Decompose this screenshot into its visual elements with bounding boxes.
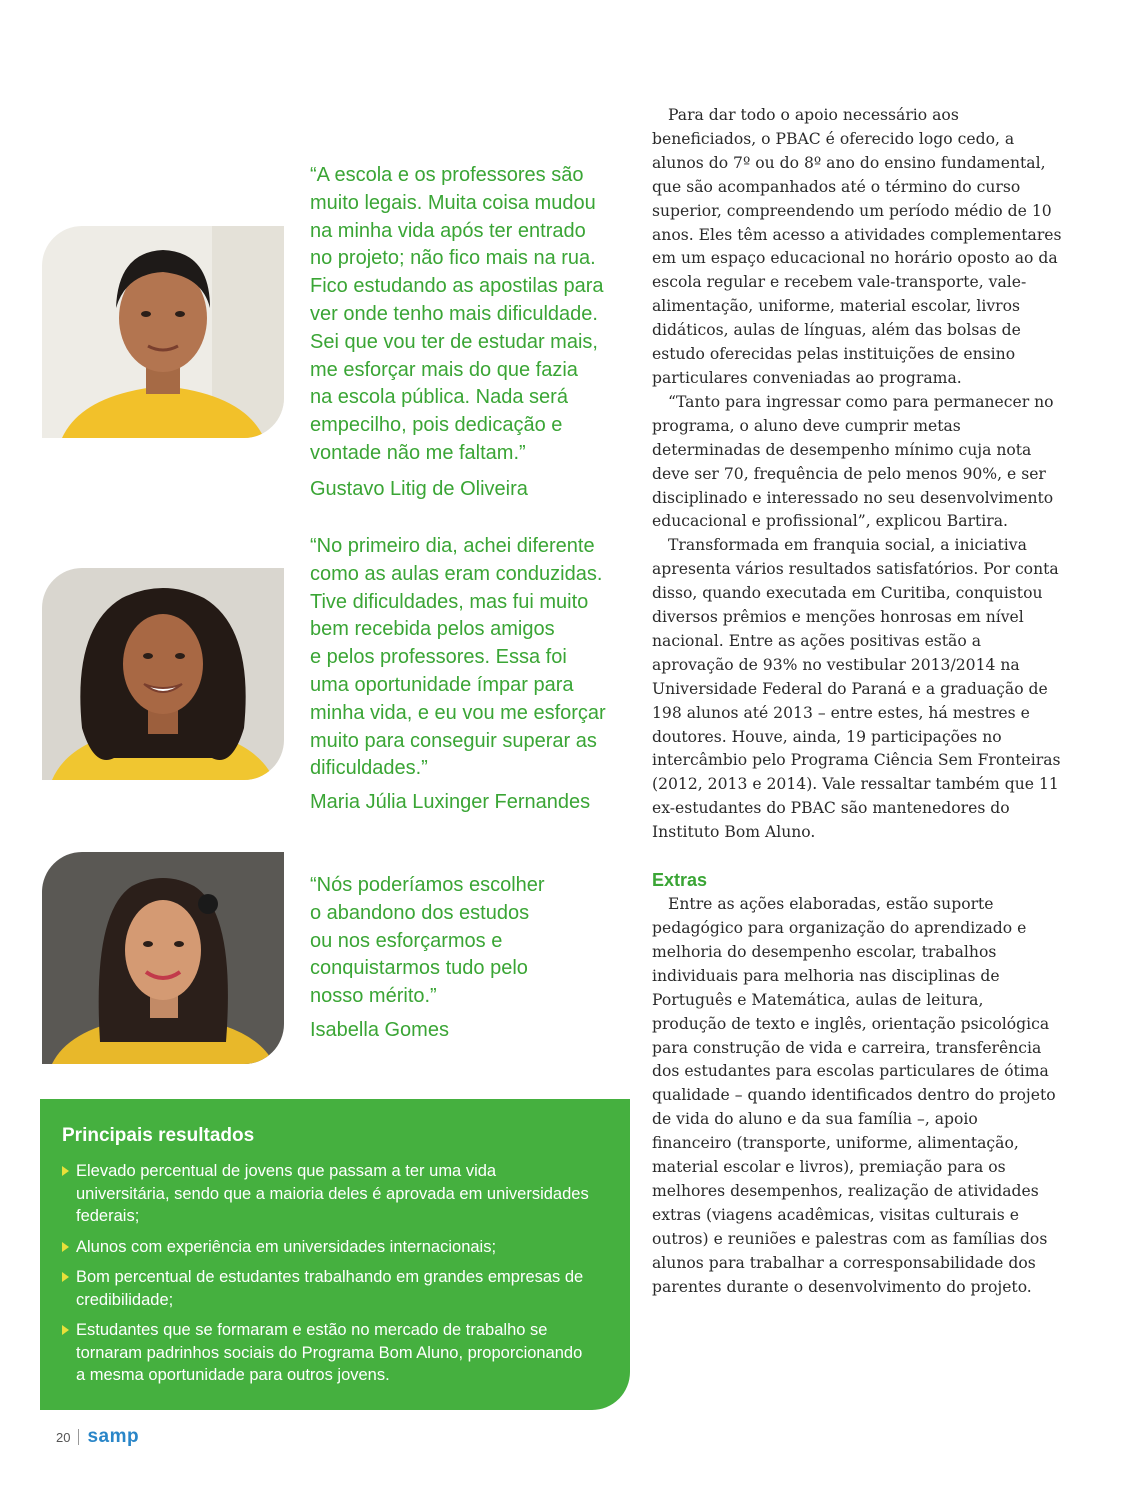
list-item [62, 1236, 594, 1259]
student-photo-maria [42, 568, 284, 780]
student-photo-gustavo [42, 226, 284, 438]
list-item [62, 1266, 594, 1311]
page-number: 20 [56, 1429, 71, 1445]
testimonial-author: Maria Júlia Luxinger Fernandes [310, 791, 591, 813]
testimonial-quote: “Nós poderíamos escolher o abandono dos estudos ou nos esforçarmos e conquistarmos tudo pelo nosso mérito.” [310, 874, 545, 1008]
list-item [62, 1319, 594, 1387]
page-footer [56, 1417, 139, 1457]
footer-divider [78, 1429, 79, 1445]
testimonial-quote: “No primeiro dia, achei diferente como as aulas eram conduzidas. Tive dificuldades, mas fui muito bem recebida pelos amigos e pelos professores. Essa foi uma oportunidade ímpar para minha vida, e eu vou me esforçar muito para conseguir superar as dificuldades.” [310, 535, 606, 780]
student-photo-isabella [42, 852, 284, 1064]
testimonial-author: Gustavo Litig de Oliveira [310, 478, 528, 500]
testimonial-author: Isabella Gomes [310, 1019, 449, 1041]
testimonial-quote: “A escola e os professores são muito legais. Muita coisa mudou na minha vida após ter entrado no projeto; não fico mais na rua. Fico estudando as apostilas para ver onde tenho mais dificuldade. Sei que vou ter de estudar mais, me esforçar mais do que fazia na escola pública. Nada será empecilho, pois dedicação e vontade não me faltam.” [310, 164, 604, 464]
triangle-bullet-icon [62, 1166, 69, 1176]
results-title: Principais resultados [62, 1125, 255, 1146]
results-list [62, 1160, 594, 1387]
article-paragraph: Para dar todo o apoio necessário aos beneficiados, o PBAC é oferecido logo cedo, a alunos do 7º ou do 8º ano do ensino fundamental, que são acompanhados até o término do curso superior, compreendendo um período médio de 10 anos. Eles têm acesso a atividades complementares em um espaço educacional no horário oposto ao da escola regular e recebem vale-transporte, vale-alimentação, uniforme, material escolar, livros didáticos, aulas de línguas, além das bolsas de estudo oferecidas pelas instituições de ensino particulares conveniadas ao programa. [652, 106, 1062, 387]
list-item [62, 1160, 594, 1228]
list-item-text: Estudantes que se formaram e estão no mercado de trabalho se tornaram padrinhos sociais do Programa Bom Aluno, proporcionando a mesma oportunidade para outros jovens. [76, 1321, 583, 1384]
article-body [652, 104, 1062, 1300]
triangle-bullet-icon [62, 1242, 69, 1252]
article-paragraph: “Tanto para ingressar como para permanecer no programa, o aluno deve cumprir metas determinadas de desempenho mínimo cuja nota deve ser 70, frequência de pelo menos 90%, e ser disciplinado e interessado no seu desenvolvimento educacional e profissional”, explicou Bartira. [652, 392, 1054, 531]
article-paragraph: Entre as ações elaboradas, estão suporte pedagógico para organização do aprendizado e melhoria do desempenho escolar, trabalhos individuais para melhoria nas disciplinas de Português e Matemática, aulas de leitura, produção de texto e inglês, orientação psicológica para construção de vida e carreira, transferência dos estudantes para escolas particulares de ótima qualidade – quando identificados dentro do projeto de vida do aluno e da sua família –, apoio financeiro (transporte, uniforme, alimentação, material escolar e livros), premiação para os melhores desempenhos, realização de atividades extras (viagens acadêmicas, visitas culturais e outros) e reuniões e palestras com as famílias dos alunos para trabalhar a corresponsabilidade dos parentes durante o desenvolvimento do projeto. [652, 895, 1056, 1296]
article-paragraph: Transformada em franquia social, a iniciativa apresenta vários resultados satisfatórios. Por conta disso, quando executada em Curitiba, conquistou diversos prêmios e menções honrosas em nível nacional. Entre as ações positivas estão a aprovação de 93% no vestibular 2013/2014 na Universidade Federal do Paraná e a graduação de 198 alunos até 2013 – entre estes, há mestres e doutores. Houve, ainda, 19 participações no intercâmbio pelo Programa Ciência Sem Fronteiras (2012, 2013 e 2014). Vale ressaltar também que 11 ex-estudantes do PBAC são mantenedores do Instituto Bom Aluno. [652, 536, 1061, 842]
triangle-bullet-icon [62, 1272, 69, 1282]
triangle-bullet-icon [62, 1325, 69, 1335]
main-results-box [40, 1099, 630, 1410]
list-item-text: Elevado percentual de jovens que passam a ter uma vida universitária, sendo que a maioria deles é aprovada em universidades federais; [76, 1162, 589, 1225]
list-item-text: Bom percentual de estudantes trabalhando em grandes empresas de credibilidade; [76, 1268, 584, 1309]
list-item-text: Alunos com experiência em universidades internacionais; [76, 1237, 497, 1256]
samp-logo: samp [87, 1426, 140, 1447]
extras-heading: Extras [652, 870, 708, 891]
